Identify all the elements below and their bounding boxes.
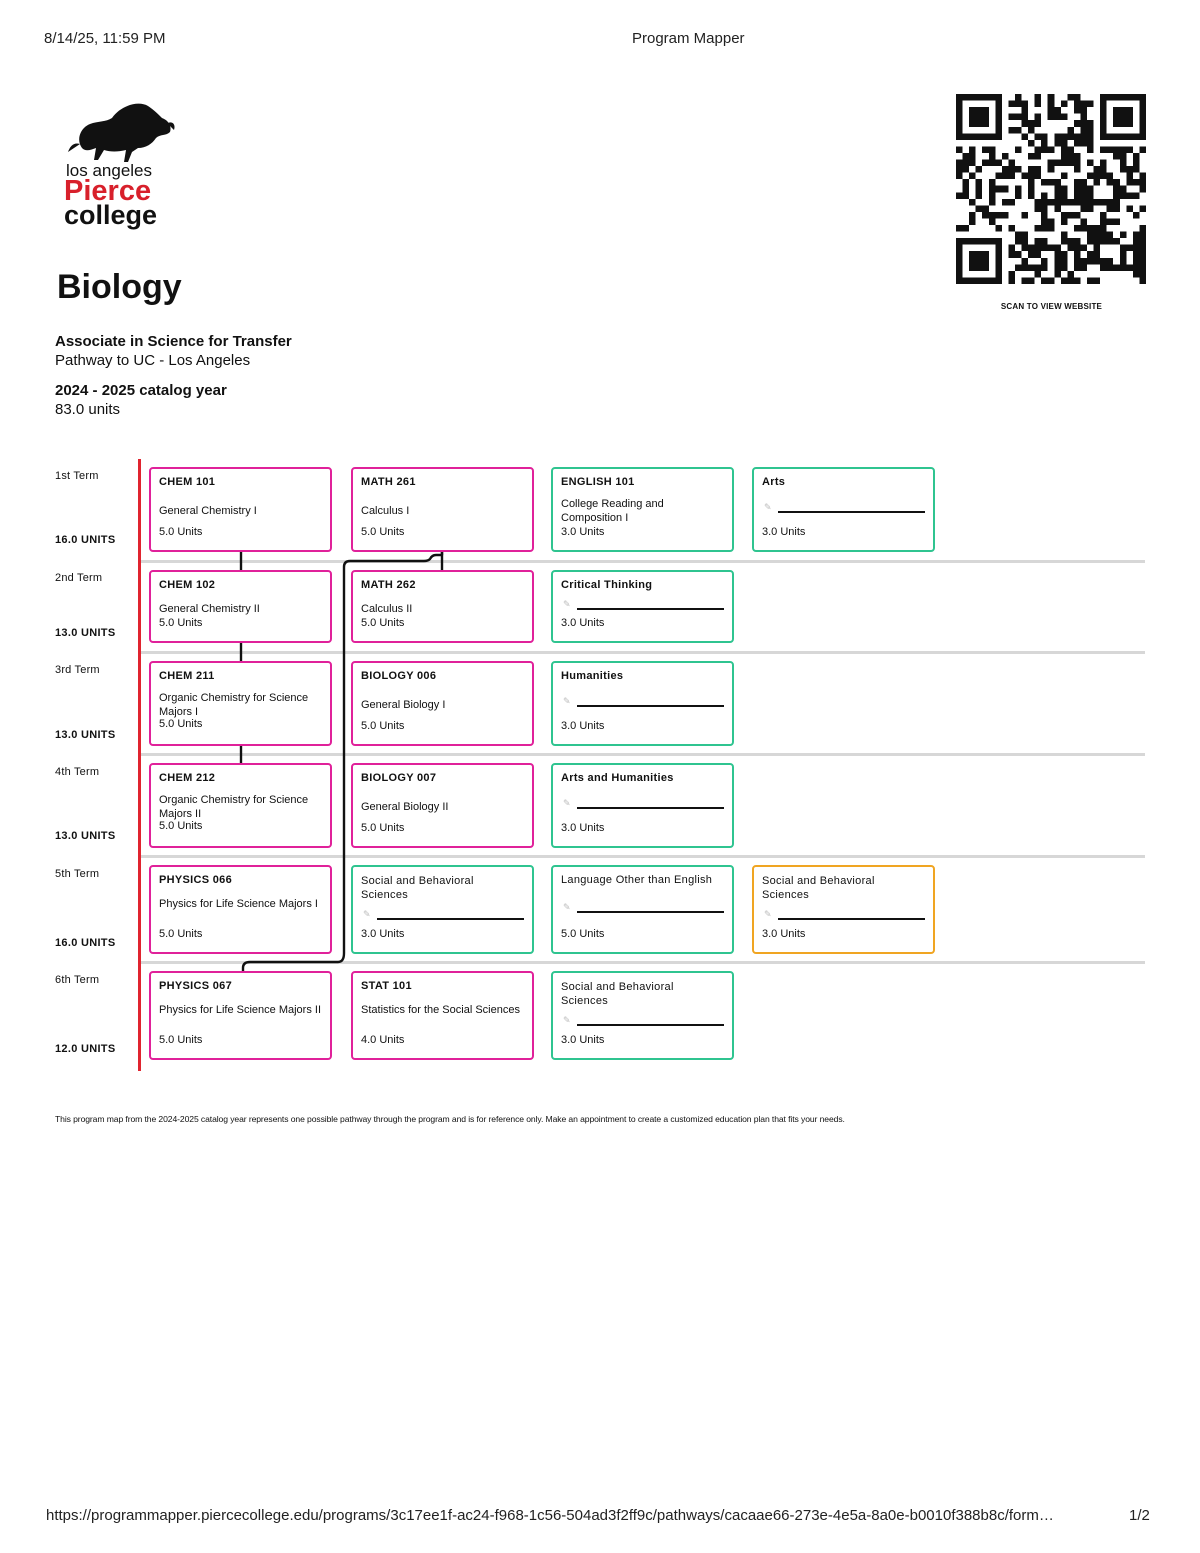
pencil-icon: ✎ bbox=[563, 798, 571, 808]
term-label: 6th Term bbox=[55, 974, 100, 986]
term-units: 13.0 UNITS bbox=[55, 830, 116, 842]
course-card-biology007[interactable] bbox=[351, 763, 534, 848]
course-card-chem101[interactable] bbox=[149, 467, 332, 552]
course-units: 3.0 Units bbox=[361, 928, 405, 940]
qr-caption: SCAN TO VIEW WEBSITE bbox=[1000, 302, 1103, 311]
course-code: Language Other than English bbox=[561, 874, 713, 886]
course-name: Physics for Life Science Majors II bbox=[159, 1004, 322, 1016]
course-card-physics067[interactable] bbox=[149, 971, 332, 1060]
course-code: Social and Behavioral Sciences bbox=[762, 875, 875, 901]
term-label: 1st Term bbox=[55, 470, 99, 482]
pencil-icon: ✎ bbox=[563, 902, 571, 912]
course-code: ENGLISH 101 bbox=[561, 476, 635, 488]
course-name: General Biology I bbox=[361, 699, 446, 711]
course-card-physics066[interactable] bbox=[149, 865, 332, 954]
course-units: 3.0 Units bbox=[561, 526, 605, 538]
course-code: PHYSICS 067 bbox=[159, 980, 233, 992]
page-number: 1/2 bbox=[1129, 1507, 1150, 1524]
pencil-icon: ✎ bbox=[563, 1015, 571, 1025]
course-card-social-behavioral-1[interactable] bbox=[351, 865, 534, 954]
course-code: CHEM 211 bbox=[159, 670, 215, 682]
course-units: 5.0 Units bbox=[159, 526, 203, 538]
course-name: Organic Chemistry for Science Majors I bbox=[159, 692, 309, 718]
page-url: https://programmapper.piercecollege.edu/programs/3c17ee1f-ac24-f968-1c56-504ad3f2ff9c/pathways/cacaae66-273e-4e5a-8a0e-b0010f388b8c/form… bbox=[46, 1507, 1054, 1524]
catalog-year: 2024 - 2025 catalog year bbox=[55, 382, 227, 399]
course-card-social-behavioral-3[interactable] bbox=[551, 971, 734, 1060]
course-card-arts[interactable] bbox=[752, 467, 935, 552]
course-name: College Reading and Composition I bbox=[561, 498, 664, 524]
course-units: 5.0 Units bbox=[159, 1034, 203, 1046]
course-card-humanities[interactable] bbox=[551, 661, 734, 746]
course-card-chem102[interactable] bbox=[149, 570, 332, 643]
course-name: Statistics for the Social Sciences bbox=[361, 1004, 520, 1016]
course-units: 5.0 Units bbox=[159, 617, 203, 629]
course-units: 3.0 Units bbox=[561, 1034, 605, 1046]
course-card-critical-thinking[interactable] bbox=[551, 570, 734, 643]
logo-line1: los angeles bbox=[66, 161, 153, 180]
course-units: 5.0 Units bbox=[361, 526, 405, 538]
course-card-language[interactable] bbox=[551, 865, 734, 954]
course-units: 3.0 Units bbox=[561, 617, 605, 629]
course-selection-blank[interactable] bbox=[762, 502, 925, 515]
print-datetime: 8/14/25, 11:59 PM bbox=[44, 30, 166, 47]
course-selection-blank[interactable] bbox=[561, 902, 724, 915]
pencil-icon: ✎ bbox=[563, 696, 571, 706]
disclaimer-text: This program map from the 2024-2025 catalog year represents one possible pathway through the program and is for reference only. Make an appointment to create a customized education plan that fits your needs. bbox=[55, 1114, 845, 1124]
course-code: CHEM 212 bbox=[159, 772, 216, 784]
course-code: CHEM 101 bbox=[159, 476, 216, 488]
term-label: 5th Term bbox=[55, 868, 100, 880]
logo-line2: Pierce bbox=[64, 175, 152, 207]
pencil-icon: ✎ bbox=[764, 909, 772, 919]
course-name: General Biology II bbox=[361, 801, 449, 813]
course-code: CHEM 102 bbox=[159, 579, 216, 591]
course-code: BIOLOGY 007 bbox=[361, 772, 437, 784]
course-card-social-behavioral-2[interactable] bbox=[752, 865, 935, 954]
course-units: 5.0 Units bbox=[159, 928, 203, 940]
course-card-stat101[interactable] bbox=[351, 971, 534, 1060]
pencil-icon: ✎ bbox=[563, 599, 571, 609]
course-units: 5.0 Units bbox=[361, 617, 405, 629]
course-units: 5.0 Units bbox=[361, 720, 405, 732]
course-code: Arts and Humanities bbox=[561, 772, 674, 784]
course-name: Organic Chemistry for Science Majors II bbox=[159, 794, 309, 820]
course-code: Social and Behavioral Sciences bbox=[361, 875, 474, 901]
pencil-icon: ✎ bbox=[363, 909, 371, 919]
term-units: 13.0 UNITS bbox=[55, 627, 116, 639]
course-code: MATH 261 bbox=[361, 476, 416, 488]
course-card-math261[interactable] bbox=[351, 467, 534, 552]
course-code: Humanities bbox=[561, 670, 624, 682]
pencil-icon: ✎ bbox=[764, 502, 772, 512]
course-card-english101[interactable] bbox=[551, 467, 734, 552]
term-units: 13.0 UNITS bbox=[55, 729, 116, 741]
term-units: 16.0 UNITS bbox=[55, 937, 116, 949]
degree-type: Associate in Science for Transfer bbox=[55, 333, 292, 350]
course-card-arts-humanities[interactable] bbox=[551, 763, 734, 848]
course-code: STAT 101 bbox=[361, 980, 412, 992]
course-selection-blank[interactable] bbox=[561, 798, 724, 811]
course-selection-blank[interactable] bbox=[762, 909, 925, 922]
course-name: General Chemistry II bbox=[159, 603, 260, 615]
term-units: 12.0 UNITS bbox=[55, 1043, 116, 1055]
course-units: 5.0 Units bbox=[561, 928, 605, 940]
logo-line3: college bbox=[64, 200, 158, 230]
course-code: Arts bbox=[762, 476, 786, 488]
course-units: 5.0 Units bbox=[159, 820, 203, 832]
course-units: 3.0 Units bbox=[762, 526, 806, 538]
course-units: 3.0 Units bbox=[561, 822, 605, 834]
course-units: 5.0 Units bbox=[159, 718, 203, 730]
course-units: 4.0 Units bbox=[361, 1034, 405, 1046]
course-card-math262[interactable] bbox=[351, 570, 534, 643]
print-title: Program Mapper bbox=[632, 30, 745, 47]
course-selection-blank[interactable] bbox=[561, 696, 724, 709]
course-code: Critical Thinking bbox=[561, 579, 653, 591]
course-selection-blank[interactable] bbox=[561, 599, 724, 612]
course-units: 3.0 Units bbox=[561, 720, 605, 732]
course-card-chem211[interactable] bbox=[149, 661, 332, 746]
course-code: PHYSICS 066 bbox=[159, 874, 233, 886]
course-card-chem212[interactable] bbox=[149, 763, 332, 848]
course-name: Physics for Life Science Majors I bbox=[159, 898, 318, 910]
course-name: Calculus I bbox=[361, 505, 410, 517]
course-selection-blank[interactable] bbox=[561, 1015, 724, 1028]
term-label: 3rd Term bbox=[55, 664, 100, 676]
course-selection-blank[interactable] bbox=[361, 909, 524, 922]
course-card-biology006[interactable] bbox=[351, 661, 534, 746]
course-code: BIOLOGY 006 bbox=[361, 670, 437, 682]
course-name: General Chemistry I bbox=[159, 505, 257, 517]
term-units: 16.0 UNITS bbox=[55, 534, 116, 546]
total-units: 83.0 units bbox=[55, 401, 121, 418]
term-label: 2nd Term bbox=[55, 572, 103, 584]
course-name: Calculus II bbox=[361, 603, 413, 615]
course-units: 3.0 Units bbox=[762, 928, 806, 940]
program-title: Biology bbox=[57, 268, 182, 306]
term-label: 4th Term bbox=[55, 766, 100, 778]
course-units: 5.0 Units bbox=[361, 822, 405, 834]
course-code: Social and Behavioral Sciences bbox=[561, 981, 674, 1007]
course-code: MATH 262 bbox=[361, 579, 416, 591]
pathway-name: Pathway to UC - Los Angeles bbox=[55, 352, 251, 369]
